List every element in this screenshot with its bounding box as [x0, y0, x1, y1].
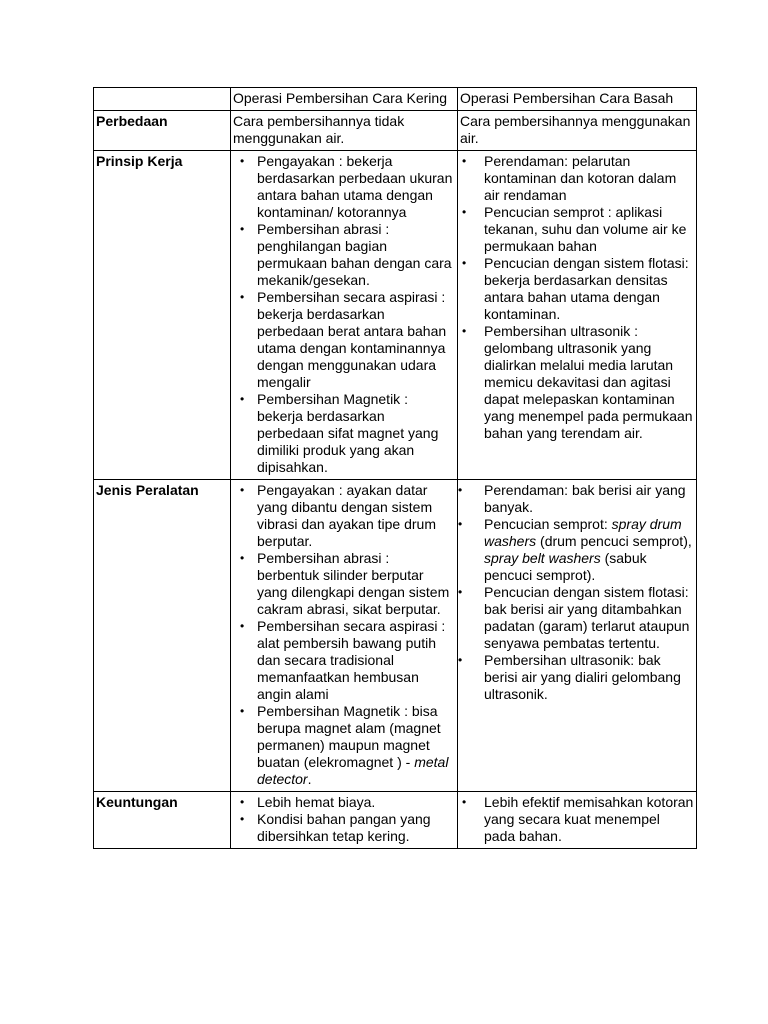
perbedaan-kering: Cara pembersihannya tidak menggunakan air.	[231, 111, 458, 151]
list-item: • Pencucian dengan sistem flotasi: bak berisi air yang ditambahkan padatan (garam) terlarut ataupun senyawa pembatas tertentu.	[458, 584, 690, 651]
row-label-jenis-peralatan: Jenis Peralatan	[94, 480, 231, 792]
row-keuntungan	[94, 792, 697, 849]
row-label-perbedaan: Perbedaan	[94, 111, 231, 151]
keuntungan-basah-list	[460, 794, 694, 845]
list-item: • Pembersihan ultrasonik: bak berisi air yang dialiri gelombang ultrasonik.	[458, 652, 681, 702]
list-item: • Pembersihan abrasi : berbentuk silinder berputar yang dilengkapi dengan sistem cakram abrasi, sikat berputar.	[240, 550, 450, 617]
bullet-icon: •	[240, 483, 245, 497]
peralatan-kering-list	[233, 482, 455, 788]
header-row	[94, 88, 697, 111]
list-item: • Perendaman: pelarutan kontaminan dan kotoran dalam air rendaman	[462, 153, 677, 203]
keuntungan-kering-list	[233, 794, 455, 845]
list-item: • Lebih efektif memisahkan kotoran yang secara kuat menempel pada bahan.	[462, 794, 694, 844]
peralatan-basah-cell	[458, 480, 697, 792]
bullet-icon: •	[458, 653, 463, 667]
row-perbedaan	[94, 111, 697, 151]
bullet-icon: •	[240, 795, 245, 809]
list-item: • Pencucian semprot: spray drum washers (drum pencuci semprot), spray belt washers (sabuk pencuci semprot).	[458, 516, 692, 583]
prinsip-kering-list	[233, 153, 455, 476]
bullet-icon: •	[240, 619, 245, 633]
bullet-icon: •	[240, 812, 245, 826]
list-item: • Pencucian semprot : aplikasi tekanan, suhu dan volume air ke permukaan bahan	[462, 204, 687, 254]
bullet-icon: •	[462, 256, 467, 270]
list-item: • Pengayakan : bekerja berdasarkan perbedaan ukuran antara bahan utama dengan kontaminan/ kotorannya	[240, 153, 453, 220]
row-label-prinsip-kerja: Prinsip Kerja	[94, 151, 231, 480]
list-item: • Perendaman: bak berisi air yang banyak.	[458, 482, 686, 515]
row-label-keuntungan: Keuntungan	[94, 792, 231, 849]
keuntungan-kering-cell	[231, 792, 458, 849]
row-prinsip-kerja	[94, 151, 697, 480]
bullet-icon: •	[458, 483, 463, 497]
bullet-icon: •	[458, 517, 463, 531]
comparison-table	[93, 87, 697, 849]
list-item: • Pembersihan Magnetik : bekerja berdasarkan perbedaan sifat magnet yang dimiliki produk yang akan dipisahkan.	[240, 391, 439, 475]
bullet-icon: •	[240, 154, 245, 168]
row-jenis-peralatan	[94, 480, 697, 792]
bullet-icon: •	[240, 290, 245, 304]
prinsip-basah-cell	[458, 151, 697, 480]
bullet-icon: •	[240, 551, 245, 565]
bullet-icon: •	[240, 704, 245, 718]
keuntungan-basah-cell	[458, 792, 697, 849]
perbedaan-basah: Cara pembersihannya menggunakan air.	[458, 111, 697, 151]
list-item: • Pembersihan Magnetik : bisa berupa magnet alam (magnet permanen) maupun magnet buatan (elekromagnet ) - metal detector.	[240, 703, 449, 787]
list-item: • Pembersihan ultrasonik : gelombang ultrasonik yang dialirkan melalui media larutan memicu dekavitasi dan agitasi dapat melepaskan kontaminan yang menempel pada permukaan bahan yang terendam air.	[462, 323, 693, 441]
peralatan-basah-list	[460, 482, 694, 703]
list-item: • Lebih hemat biaya.	[240, 794, 376, 810]
header-basah: Operasi Pembersihan Cara Basah	[458, 88, 697, 111]
list-item: • Pencucian dengan sistem flotasi: bekerja berdasarkan densitas antara bahan utama dengan kontaminan.	[462, 255, 689, 322]
header-empty-cell	[94, 88, 231, 111]
bullet-icon: •	[240, 222, 245, 236]
bullet-icon: •	[240, 392, 245, 406]
bullet-icon: •	[462, 795, 467, 809]
bullet-icon: •	[458, 585, 463, 599]
header-kering: Operasi Pembersihan Cara Kering	[231, 88, 458, 111]
list-item: • Pengayakan : ayakan datar yang dibantu dengan sistem vibrasi dan ayakan tipe drum berputar.	[240, 482, 436, 549]
bullet-icon: •	[462, 205, 467, 219]
list-item: • Pembersihan abrasi : penghilangan bagian permukaan bahan dengan cara mekanik/gesekan.	[240, 221, 452, 288]
prinsip-basah-list	[460, 153, 694, 442]
list-item: • Pembersihan secara aspirasi : bekerja berdasarkan perbedaan berat antara bahan utama dengan kontaminannya dengan menggunakan udara mengalir	[240, 289, 447, 390]
bullet-icon: •	[462, 154, 467, 168]
list-item: • Pembersihan secara aspirasi : alat pembersih bawang putih dan secara tradisional memanfaatkan hembusan angin alami	[240, 618, 446, 702]
prinsip-kering-cell	[231, 151, 458, 480]
peralatan-kering-cell	[231, 480, 458, 792]
bullet-icon: •	[462, 324, 467, 338]
list-item: • Kondisi bahan pangan yang dibersihkan tetap kering.	[240, 811, 431, 844]
